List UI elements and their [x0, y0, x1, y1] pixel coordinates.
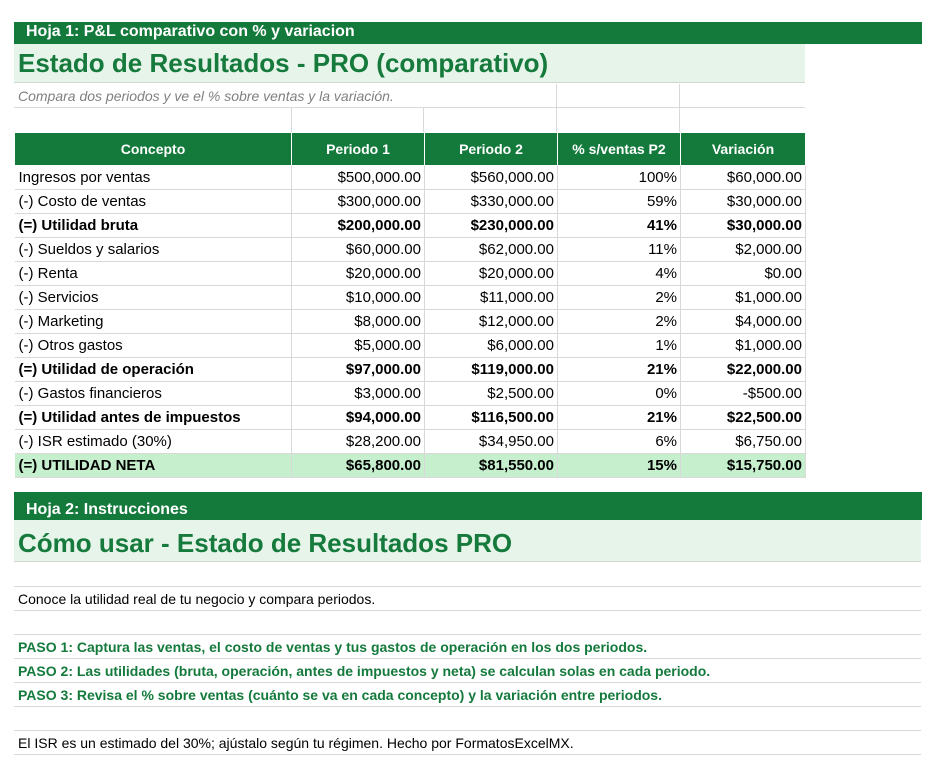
cell-pct-ventas[interactable]: 0%: [558, 382, 681, 406]
cell-periodo1[interactable]: $200,000.00: [292, 214, 425, 238]
cell-concepto[interactable]: (-) Costo de ventas: [15, 190, 292, 214]
cell-pct-ventas[interactable]: 1%: [558, 334, 681, 358]
pl-row: [15, 382, 806, 406]
instruction-intro-text: Conoce la utilidad real de tu negocio y compara periodos.: [18, 591, 376, 607]
sheet1-title-text: Estado de Resultados - PRO (comparativo): [18, 48, 549, 78]
cell-concepto[interactable]: Ingresos por ventas: [15, 166, 292, 190]
instruction-step-2[interactable]: [14, 659, 921, 683]
cell-periodo2[interactable]: $119,000.00: [425, 358, 558, 382]
cell-variacion[interactable]: $6,750.00: [681, 430, 806, 454]
cell-divider: [679, 84, 680, 107]
footer-text: El ISR es un estimado del 30%; ajústalo según tu régimen. Hecho por FormatosExcelMX.: [18, 735, 574, 751]
pl-header-row: [15, 133, 806, 166]
instruction-empty-row: [14, 563, 921, 587]
cell-pct-ventas[interactable]: 2%: [558, 310, 681, 334]
cell-periodo1[interactable]: $20,000.00: [292, 262, 425, 286]
cell-variacion[interactable]: $22,500.00: [681, 406, 806, 430]
cell-pct-ventas[interactable]: 100%: [558, 166, 681, 190]
cell-periodo1[interactable]: $500,000.00: [292, 166, 425, 190]
cell-pct-ventas[interactable]: 15%: [558, 454, 681, 478]
sheet2-band-label: Hoja 2: Instrucciones: [26, 501, 188, 518]
cell-divider: [423, 108, 424, 132]
cell-divider: [556, 84, 557, 107]
cell-periodo2[interactable]: $6,000.00: [425, 334, 558, 358]
cell-periodo2[interactable]: $81,550.00: [425, 454, 558, 478]
cell-concepto[interactable]: (-) Sueldos y salarios: [15, 238, 292, 262]
cell-periodo2[interactable]: $12,000.00: [425, 310, 558, 334]
cell-pct-ventas[interactable]: 2%: [558, 286, 681, 310]
cell-periodo1[interactable]: $97,000.00: [292, 358, 425, 382]
cell-concepto[interactable]: (-) Servicios: [15, 286, 292, 310]
col-header-periodo1[interactable]: Periodo 1: [292, 133, 425, 166]
col-header-pct-ventas[interactable]: % s/ventas P2: [558, 133, 681, 166]
cell-concepto[interactable]: (-) Renta: [15, 262, 292, 286]
pl-row: [15, 214, 806, 238]
col-header-variacion[interactable]: Variación: [681, 133, 806, 166]
cell-periodo2[interactable]: $20,000.00: [425, 262, 558, 286]
cell-periodo1[interactable]: $28,200.00: [292, 430, 425, 454]
cell-periodo1[interactable]: $10,000.00: [292, 286, 425, 310]
sheet2-title: [14, 520, 921, 562]
cell-variacion[interactable]: $2,000.00: [681, 238, 806, 262]
cell-concepto[interactable]: (-) Otros gastos: [15, 334, 292, 358]
col-header-periodo2[interactable]: Periodo 2: [425, 133, 558, 166]
cell-concepto[interactable]: (=) Utilidad bruta: [15, 214, 292, 238]
cell-pct-ventas[interactable]: 21%: [558, 406, 681, 430]
cell-concepto[interactable]: (=) Utilidad de operación: [15, 358, 292, 382]
cell-variacion[interactable]: $1,000.00: [681, 286, 806, 310]
cell-periodo2[interactable]: $11,000.00: [425, 286, 558, 310]
sheet1-band-label: Hoja 1: P&L comparativo con % y variacion: [26, 23, 355, 40]
cell-pct-ventas[interactable]: 11%: [558, 238, 681, 262]
cell-periodo1[interactable]: $8,000.00: [292, 310, 425, 334]
instruction-intro[interactable]: [14, 587, 921, 611]
cell-variacion[interactable]: $30,000.00: [681, 190, 806, 214]
step-1-text: PASO 1: Captura las ventas, el costo de ventas y tus gastos de operación en los dos periodos.: [18, 639, 648, 655]
pl-row: [15, 454, 806, 478]
pl-row: [15, 262, 806, 286]
pl-row: [15, 238, 806, 262]
cell-periodo1[interactable]: $65,800.00: [292, 454, 425, 478]
sheet1-title: [14, 44, 805, 83]
pl-row: [15, 334, 806, 358]
step-3-text: PASO 3: Revisa el % sobre ventas (cuánto se va en cada concepto) y la variación entre periodos.: [18, 687, 662, 703]
instruction-step-1[interactable]: [14, 635, 921, 659]
sheet2-title-text: Cómo usar - Estado de Resultados PRO: [18, 528, 513, 558]
col-header-concepto[interactable]: Concepto: [15, 133, 292, 166]
cell-concepto[interactable]: (-) Marketing: [15, 310, 292, 334]
pl-row: [15, 358, 806, 382]
cell-pct-ventas[interactable]: 41%: [558, 214, 681, 238]
cell-concepto[interactable]: (-) ISR estimado (30%): [15, 430, 292, 454]
cell-periodo2[interactable]: $34,950.00: [425, 430, 558, 454]
cell-variacion[interactable]: -$500.00: [681, 382, 806, 406]
cell-variacion[interactable]: $1,000.00: [681, 334, 806, 358]
cell-variacion[interactable]: $15,750.00: [681, 454, 806, 478]
cell-variacion[interactable]: $60,000.00: [681, 166, 806, 190]
cell-concepto[interactable]: (=) Utilidad antes de impuestos: [15, 406, 292, 430]
cell-variacion[interactable]: $4,000.00: [681, 310, 806, 334]
cell-concepto[interactable]: (-) Gastos financieros: [15, 382, 292, 406]
cell-periodo1[interactable]: $300,000.00: [292, 190, 425, 214]
instruction-step-3[interactable]: [14, 683, 921, 707]
cell-pct-ventas[interactable]: 21%: [558, 358, 681, 382]
pl-row: [15, 406, 806, 430]
cell-periodo1[interactable]: $94,000.00: [292, 406, 425, 430]
cell-periodo1[interactable]: $60,000.00: [292, 238, 425, 262]
cell-periodo2[interactable]: $116,500.00: [425, 406, 558, 430]
instruction-footer[interactable]: [14, 731, 921, 755]
sheet2-band: [14, 492, 922, 520]
cell-variacion[interactable]: $0.00: [681, 262, 806, 286]
sheet1-subtitle-row: [14, 84, 805, 108]
cell-pct-ventas[interactable]: 59%: [558, 190, 681, 214]
pl-row: [15, 430, 806, 454]
cell-pct-ventas[interactable]: 6%: [558, 430, 681, 454]
cell-periodo1[interactable]: $3,000.00: [292, 382, 425, 406]
instruction-empty-row: [14, 707, 921, 731]
instruction-empty-row: [14, 611, 921, 635]
cell-divider: [679, 108, 680, 132]
cell-pct-ventas[interactable]: 4%: [558, 262, 681, 286]
step-2-text: PASO 2: Las utilidades (bruta, operación, antes de impuestos y neta) se calculan solas en cada periodo.: [18, 663, 711, 679]
pl-row: [15, 310, 806, 334]
sheet1-empty-row: [14, 108, 805, 133]
pl-row: [15, 166, 806, 190]
pl-row: [15, 286, 806, 310]
cell-periodo2[interactable]: $62,000.00: [425, 238, 558, 262]
cell-concepto[interactable]: (=) UTILIDAD NETA: [15, 454, 292, 478]
cell-variacion[interactable]: $30,000.00: [681, 214, 806, 238]
pl-table: [14, 132, 806, 478]
cell-divider: [291, 108, 292, 132]
pl-row: [15, 190, 806, 214]
cell-periodo1[interactable]: $5,000.00: [292, 334, 425, 358]
cell-periodo2[interactable]: $2,500.00: [425, 382, 558, 406]
sheet1-subtitle: Compara dos periodos y ve el % sobre ventas y la variación.: [18, 88, 394, 104]
cell-periodo2[interactable]: $330,000.00: [425, 190, 558, 214]
sheet1-band: [14, 22, 922, 44]
cell-variacion[interactable]: $22,000.00: [681, 358, 806, 382]
cell-divider: [556, 108, 557, 132]
cell-periodo2[interactable]: $230,000.00: [425, 214, 558, 238]
cell-periodo2[interactable]: $560,000.00: [425, 166, 558, 190]
